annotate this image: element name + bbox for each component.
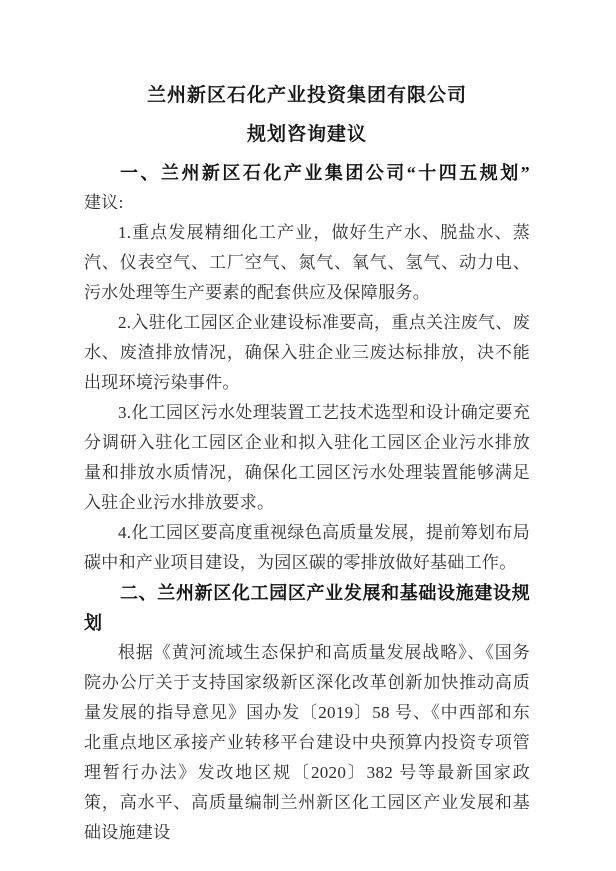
section-1-paragraph-4: 4.化工园区要高度重视绿色高质量发展，提前筹划布局碳中和产业项目建设，为园区碳的零排放做好基础工作。 — [84, 523, 530, 572]
document-text-block — [84, 158, 530, 848]
section-1-heading-continuation: 建议: — [84, 193, 124, 212]
section-1-paragraph-2: 2.入驻化工园区企业建设标准要高，重点关注废气、废水、废渣排放情况，确保入驻企业三废达标排放，决不能出现环境污染事件。 — [84, 313, 530, 392]
section-1-heading: 一、兰州新区石化产业集团公司“十四五规划” — [120, 163, 530, 183]
document-body — [84, 76, 530, 848]
section-1-paragraph-3: 3.化工园区污水处理装置工艺技术选型和设计确定要充分调研入驻化工园区企业和拟入驻化工园区企业污水排放量和排放水质情况，确保化工园区污水处理装置能够满足入驻企业污水排放要求。 — [84, 403, 530, 512]
section-2-paragraph-1: 根据《黄河流域生态保护和高质量发展战略》、《国务院办公厅关于支持国家级新区深化改革创新加快推动高质量发展的指导意见》国办发〔2019〕58 号、《中西部和东北重点地区承接产业转移平台建设中央预算内投资专项管理暂行办法》发改地区规〔2020〕382 号等最新国家政策，高水平、高质量编制兰州新区化工园区产业发展和基础设施建设 — [84, 643, 530, 842]
section-1-paragraph-1: 1.重点发展精细化工产业，做好生产水、脱盐水、蒸汽、仪表空气、工厂空气、氮气、氧气、氢气、动力电、污水处理等生产要素的配套供应及保障服务。 — [84, 223, 530, 302]
section-2-heading: 二、兰州新区化工园区产业发展和基础设施建设规划 — [84, 583, 530, 633]
document-title: 兰州新区石化产业投资集团有限公司 — [146, 85, 467, 106]
document-subtitle: 规划咨询建议 — [246, 124, 367, 145]
